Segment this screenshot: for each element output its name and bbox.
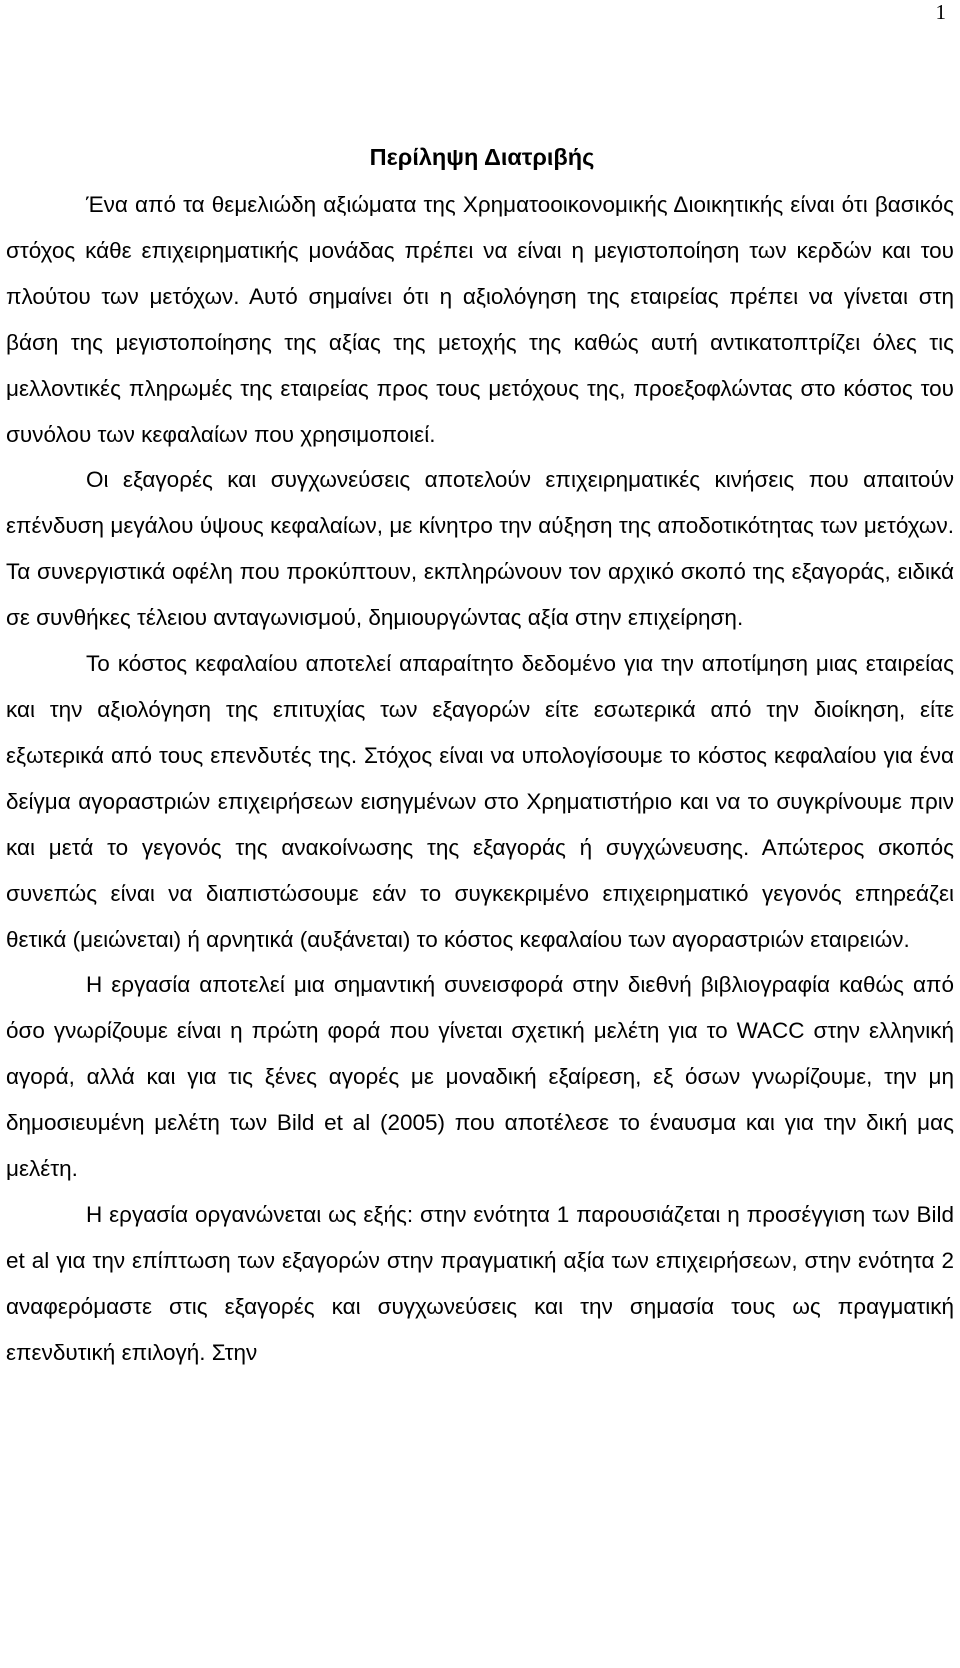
page-number: 1 <box>935 0 946 24</box>
paragraph-5: Η εργασία οργανώνεται ως εξής: στην ενότητα 1 παρουσιάζεται η προσέγγιση των Bild et al για την επίπτωση των εξαγορών στην πραγματική αξία των επιχειρήσεων, στην ενότητα 2 αναφερόμαστε στις εξαγορές και συγχωνεύσεις και την σημασία τους ως πραγματική επενδυτική επιλογή. Στην <box>6 1201 954 1365</box>
document-body <box>6 134 954 1376</box>
paragraph-1: Ένα από τα θεμελιώδη αξιώματα της Χρηματοοικονομικής Διοικητικής είναι ότι βασικός στόχος κάθε επιχειρηματικής μονάδας πρέπει να είναι η μεγιστοποίηση των κερδών και του πλούτου των μετόχων. Αυτό σημαίνει ότι η αξιολόγηση της εταιρείας πρέπει να γίνεται στη βάση της μεγιστοποίησης της αξίας της μετοχής της καθώς αυτή αντικατοπτρίζει όλες τις μελλοντικές πληρωμές της εταιρείας προς τους μετόχους της, προεξοφλώντας στο κόστος του συνόλου των κεφαλαίων που χρησιμοποιεί. <box>6 192 954 447</box>
paragraph-2: Οι εξαγορές και συγχωνεύσεις αποτελούν επιχειρηματικές κινήσεις που απαιτούν επένδυση μεγάλου ύψους κεφαλαίων, με κίνητρο την αύξηση της αποδοτικότητας των μετόχων. Τα συνεργιστικά οφέλη που προκύπτουν, εκπληρώνουν τον αρχικό σκοπό της εξαγοράς, ειδικά σε συνθήκες τέλειου ανταγωνισμού, δημιουργώντας αξία στην επιχείρηση. <box>6 467 954 631</box>
document-title: Περίληψη Διατριβής <box>369 144 595 170</box>
paragraph-3: Το κόστος κεφαλαίου αποτελεί απαραίτητο δεδομένο για την αποτίμηση μιας εταιρείας και την αξιολόγηση της επιτυχίας των εξαγορών είτε εσωτερικά από την διοίκηση, είτε εξωτερικά από τους επενδυτές της. Στόχος είναι να υπολογίσουμε το κόστος κεφαλαίου για ένα δείγμα αγοραστριών επιχειρήσεων εισηγμένων στο Χρηματιστήριο και να το συγκρίνουμε πριν και μετά το γεγονός της ανακοίνωσης της εξαγοράς ή συγχώνευσης. Απώτερος σκοπός συνεπώς είναι να διαπιστώσουμε εάν το συγκεκριμένο επιχειρηματικό γεγονός επηρεάζει θετικά (μειώνεται) ή αρνητικά (αυξάνεται) το κόστος κεφαλαίου των αγοραστριών εταιρειών. <box>6 651 954 952</box>
paragraph-4: Η εργασία αποτελεί μια σημαντική συνεισφορά στην διεθνή βιβλιογραφία καθώς από όσο γνωρίζουμε είναι η πρώτη φορά που γίνεται σχετική μελέτη για το WACC στην ελληνική αγορά, αλλά και για τις ξένες αγορές με μοναδική εξαίρεση, εξ όσων γνωρίζουμε, την μη δημοσιευμένη μελέτη των Bild et al (2005) που αποτέλεσε το έναυσμα και για την δική μας μελέτη. <box>6 972 954 1182</box>
